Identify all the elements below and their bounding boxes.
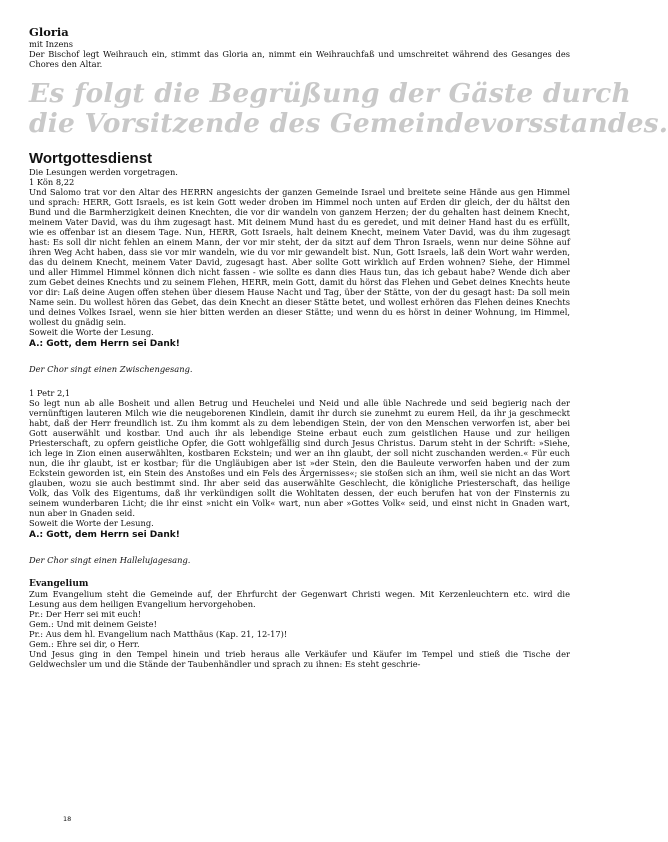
reading2-text: So legt nun ab alle Bosheit und allen Betrug und Heuchelei und Neid und alle üble Nachrede und seid begierig nach der vernünftigen lauteren Milch wie die neugeborenen Kindlein, damit ihr durch sie zunehmt zu eurem Heil, da ihr ja geschmeckt habt, daß der Herr freundlich ist. Zu ihm kommt als zu dem lebendigen Stein, der von den Menschen verworfen ist, aber bei Gott auserwählt und kostbar. Und auch ihr als lebendige Steine erbaut euch zum geistlichen Hause und zur heiligen Priesterschaft, zu opfern geistliche Opfer, die Gott wohlgefällig sind durch Jesus Christus. Darum steht in der Schrift: »Siehe, ich lege in Zion einen auserwählten, kostbaren Eckstein; und wer an ihn glaubt, der soll nicht zuschanden werden.« Für euch nun, die ihr glaubt, ist er kostbar; für die Ungläubigen aber ist »der Stein, den die Bauleute verworfen haben und der zum Eckstein geworden ist, ein Stein des Anstoßes und ein Fels des Ärgernisses«; sie stoßen sich an ihm, weil sie nicht an das Wort glauben, wozu sie auch bestimmt sind. Ihr aber seid das auserwählte Geschlecht, die königliche Priesterschaft, das heilige Volk, das Volk des Eigentums, daß ihr verkündigen sollt die Wohltaten dessen, der euch berufen hat von der Finsternis zu seinem wunderbaren Licht; die ihr einst »nicht ein Volk« wart, nun aber »Gottes Volk« seid, und einst nicht in Gnaden wart, nun aber in Gnaden seid.	[29, 398, 570, 518]
reading2-reference: 1 Petr 2,1	[29, 388, 71, 398]
choir-interlude-note: Der Chor singt einen Zwischengesang.	[29, 364, 193, 374]
greeting-note-line-2: die Vorsitzende des Gemeindevorsstandes.	[29, 108, 668, 139]
page-content	[29, 25, 668, 669]
gloria-text: Der Bischof legt Weihrauch ein, stimmt das Gloria an, nimmt ein Weihrauchfaß und umschreitet während des Gesanges des Chores den Altar.	[29, 49, 570, 69]
evangelium-intro: Zum Evangelium steht die Gemeinde auf, der Ehrfurcht der Gegenwart Christi wegen. Mit Kerzenleuchtern etc. wird die Lesung aus dem heiligen Evangelium hervorgehoben.	[29, 589, 570, 609]
evangelium-priest-greeting: Pr.: Der Herr sei mit euch!	[29, 609, 142, 619]
evangelium-announcement: Pr.: Aus dem hl. Evangelium nach Matthäus (Kap. 21, 12-17)!	[29, 629, 288, 639]
wortgottesdienst-intro: Die Lesungen werden vorgetragen.	[29, 167, 178, 177]
greeting-note-line-1: Es folgt die Begrüßung der Gäste durch	[29, 78, 631, 109]
evangelium-text: Und Jesus ging in den Tempel hinein und trieb heraus alle Verkäufer und Käufer im Tempel und stieß die Tische der Geldwechsler um und die Stände der Taubenhändler und sprach zu ihnen: Es steht geschrie-	[29, 649, 570, 669]
gloria-subtitle: mit Inzens	[29, 39, 73, 49]
page-number: 18	[63, 815, 72, 823]
evangelium-congregation-reply: Gem.: Und mit deinem Geiste!	[29, 619, 157, 629]
reading1-text: Und Salomo trat vor den Altar des HERRN angesichts der ganzen Gemeinde Israel und breitete seine Hände aus gen Himmel und sprach: HERR, Gott Israels, es ist kein Gott weder droben im Himmel noch unten auf Erden dir gleich, der du hältst den Bund und die Barmherzigkeit deinen Knechten, die vor dir wandeln von ganzem Herzen; der du gehalten hast deinem Knecht, meinem Vater David, was du ihm zugesagt hast. Mit deinem Mund hast du es geredet, und mit deiner Hand hast du es erfüllt, wie es offenbar ist an diesem Tage. Nun, HERR, Gott Israels, halt deinem Knecht, meinem Vater David, was du ihm zugesagt hast: Es soll dir nicht fehlen an einem Mann, der vor mir steht, der da sitzt auf dem Thron Israels, wenn nur deine Söhne auf ihren Weg Acht haben, dass sie vor mir wandeln, wie du vor mir gewandelt bist. Nun, Gott Israels, laß dein Wort wahr werden, das du deinem Knecht, meinem Vater David, zugesagt hast. Aber sollte Gott wirklich auf Erden wohnen? Siehe, der Himmel und aller Himmel Himmel können dich nicht fassen - wie sollte es dann dies Haus tun, das ich gebaut habe? Wende dich aber zum Gebet deines Knechts und zu seinem Flehen, HERR, mein Gott, damit du hörst das Flehen und Gebet deines Knechts heute vor dir: Laß deine Augen offen stehen über diesem Hause Nacht und Tag, über der Stätte, von der du gesagt hast: Da soll mein Name sein. Du wollest hören das Gebet, das dein Knecht an dieser Stätte betet, und wollest erhören das Flehen deines Knechts und deines Volkes Israel, wenn sie hier bitten werden an dieser Stätte; und wenn du es hörst in deiner Wohnung, im Himmel, wollest du gnädig sein.	[29, 187, 570, 327]
reading1-response: A.: Gott, dem Herrn sei Dank!	[29, 339, 180, 349]
reading1-reference: 1 Kön 8,22	[29, 177, 75, 187]
choir-hallelujah-note: Der Chor singt einen Hallelujagesang.	[29, 555, 191, 565]
reading1-closing: Soweit die Worte der Lesung.	[29, 327, 154, 337]
reading2-response: A.: Gott, dem Herrn sei Dank!	[29, 530, 180, 540]
evangelium-heading: Evangelium	[29, 579, 89, 589]
evangelium-acclamation: Gem.: Ehre sei dir, o Herr.	[29, 639, 140, 649]
wortgottesdienst-heading: Wortgottesdienst	[29, 150, 153, 167]
gloria-heading: Gloria	[29, 25, 69, 39]
greeting-note	[29, 78, 668, 139]
reading2-closing: Soweit die Worte der Lesung.	[29, 518, 154, 528]
